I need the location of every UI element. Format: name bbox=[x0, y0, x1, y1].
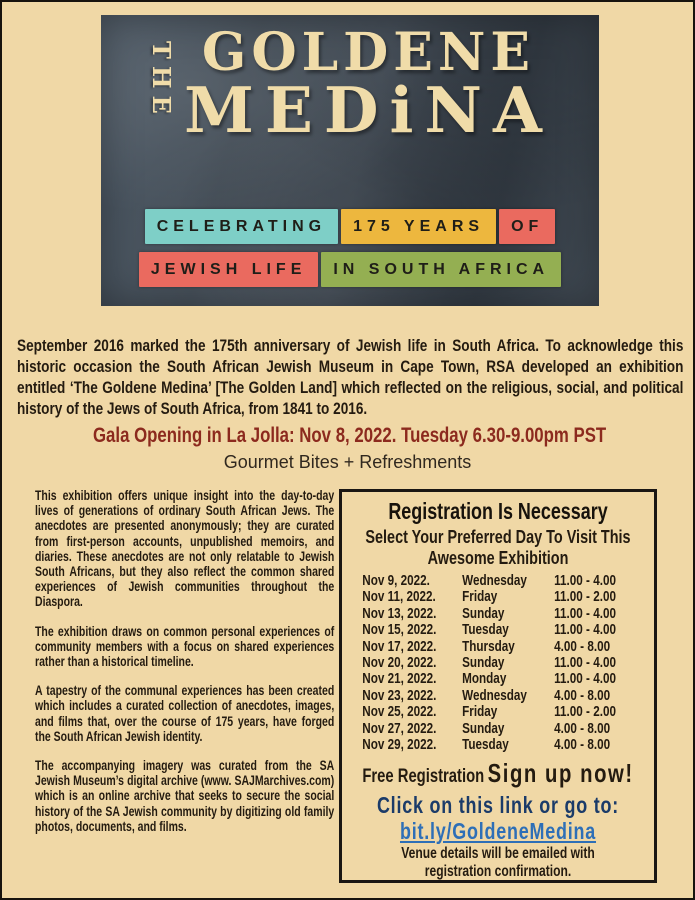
gala-heading: Gala Opening in La Jolla: Nov 8, 2022. Tuesday 6.30-9.00pm PST bbox=[92, 424, 607, 447]
gala-subheading: Gourmet Bites + Refreshments bbox=[223, 452, 472, 472]
schedule-date: Nov 17, 2022. bbox=[362, 637, 437, 655]
banner-segment-celebrating: CELEBRATING bbox=[145, 209, 338, 244]
schedule-day: Wednesday bbox=[462, 686, 527, 704]
schedule-row bbox=[362, 704, 616, 720]
schedule-time: 11.00 - 4.00 bbox=[554, 670, 616, 688]
schedule-table bbox=[362, 573, 616, 753]
schedule-row bbox=[362, 737, 616, 753]
schedule-date: Nov 23, 2022. bbox=[362, 686, 437, 704]
banner-row-2 bbox=[101, 252, 599, 287]
schedule-time: 4.00 - 8.00 bbox=[554, 736, 611, 754]
banner-segment-in-south-africa: IN SOUTH AFRICA bbox=[321, 252, 561, 287]
schedule-day: Sunday bbox=[462, 719, 505, 737]
schedule-time: 11.00 - 4.00 bbox=[554, 572, 616, 589]
registration-box bbox=[339, 489, 657, 883]
poster-title-medina: MEDiNA bbox=[184, 73, 553, 147]
click-instruction: Click on this link or go to: bbox=[376, 792, 620, 819]
schedule-time: 4.00 - 8.00 bbox=[554, 686, 611, 704]
schedule-day: Friday bbox=[462, 703, 498, 721]
schedule-row bbox=[362, 671, 616, 687]
banner-segment-jewish-life: JEWISH LIFE bbox=[139, 252, 318, 287]
schedule-day: Thursday bbox=[462, 637, 515, 655]
schedule-date: Nov 21, 2022. bbox=[362, 670, 437, 688]
schedule-day: Monday bbox=[462, 670, 507, 688]
schedule-time: 4.00 - 8.00 bbox=[554, 719, 611, 737]
schedule-time: 11.00 - 2.00 bbox=[554, 703, 616, 721]
description-paragraph-4: The accompanying imagery was curated from the SA Jewish Museum’s digital archive (www. SAJMarchives.com) which is an online archive that seeks to secure the social history of the SA Jewish community by digitizing old family photos, documents, and films. bbox=[35, 757, 335, 834]
schedule-row bbox=[362, 688, 616, 704]
schedule-time: 11.00 - 2.00 bbox=[554, 588, 616, 606]
exhibition-poster bbox=[101, 15, 599, 306]
description-paragraph-1: This exhibition offers unique insight into the day-to-day lives of generations of ordinary South African Jews. The anecdotes are presented anonymously; they are curated from first-person accounts, unpublished memoirs, and diaries. These anecdotes are not only relatable to Jewish South Africans, but they also reflect the common shared experiences of Jewish communities throughout the Diaspora. bbox=[35, 487, 335, 610]
registration-link[interactable]: bit.ly/GoldeneMedina bbox=[399, 818, 597, 845]
schedule-row bbox=[362, 573, 616, 589]
schedule-date: Nov 11, 2022. bbox=[362, 588, 436, 606]
schedule-day: Sunday bbox=[462, 604, 505, 622]
exhibition-description bbox=[35, 488, 334, 848]
registration-title: Registration Is Necessary bbox=[388, 498, 608, 524]
sign-up-now-label: Sign up now! bbox=[487, 758, 634, 789]
schedule-row bbox=[362, 589, 616, 605]
description-paragraph-2: The exhibition draws on common personal experiences of community members with a focus on shared experiences rather than a historical timeline. bbox=[35, 622, 335, 670]
schedule-date: Nov 20, 2022. bbox=[362, 654, 437, 672]
schedule-day: Sunday bbox=[462, 654, 505, 672]
schedule-date: Nov 9, 2022. bbox=[362, 572, 430, 589]
schedule-row bbox=[362, 655, 616, 671]
schedule-date: Nov 25, 2022. bbox=[362, 703, 437, 721]
schedule-date: Nov 27, 2022. bbox=[362, 719, 437, 737]
poster-banners bbox=[101, 209, 599, 295]
free-registration-label: Free Registration bbox=[362, 766, 485, 788]
schedule-row bbox=[362, 639, 616, 655]
description-paragraph-3: A tapestry of the communal experiences has been created which includes a curated collection of anecdotes, images, and films that, over the course of 175 years, have forged the South African Jewish identity. bbox=[35, 682, 335, 744]
schedule-day: Friday bbox=[462, 588, 498, 606]
schedule-time: 4.00 - 8.00 bbox=[554, 637, 611, 655]
schedule-day: Tuesday bbox=[462, 621, 509, 639]
registration-subtitle: Select Your Preferred Day To Visit This Awesome Exhibition bbox=[365, 526, 631, 568]
schedule-date: Nov 29, 2022. bbox=[362, 736, 437, 754]
banner-segment-175-years: 175 YEARS bbox=[341, 209, 496, 244]
venue-note: Venue details will be emailed with registration confirmation. bbox=[401, 845, 595, 881]
schedule-row bbox=[362, 721, 616, 737]
schedule-time: 11.00 - 4.00 bbox=[554, 604, 616, 622]
schedule-time: 11.00 - 4.00 bbox=[554, 621, 616, 639]
schedule-day: Wednesday bbox=[462, 572, 527, 589]
signup-line bbox=[342, 758, 654, 789]
intro-paragraph: September 2016 marked the 175th anniversary of Jewish life in South Africa. To acknowledge this historic occasion the South African Jewish Museum in Cape Town, RSA developed an exhibition entitled ‘The Goldene Medina’ [The Golden Land] which reflected on the religious, social, and political history of the Jews of South Africa, from 1841 to 2016. bbox=[17, 336, 684, 418]
banner-row-1 bbox=[101, 209, 599, 244]
poster-the-label: THE bbox=[147, 41, 177, 121]
poster-title-goldene: GOLDENE bbox=[201, 22, 536, 83]
schedule-date: Nov 15, 2022. bbox=[362, 621, 437, 639]
schedule-date: Nov 13, 2022. bbox=[362, 604, 437, 622]
schedule-row bbox=[362, 622, 616, 638]
schedule-day: Tuesday bbox=[462, 736, 509, 754]
schedule-row bbox=[362, 606, 616, 622]
banner-segment-of: OF bbox=[499, 209, 555, 244]
schedule-time: 11.00 - 4.00 bbox=[554, 654, 616, 672]
poster-title bbox=[101, 15, 599, 147]
